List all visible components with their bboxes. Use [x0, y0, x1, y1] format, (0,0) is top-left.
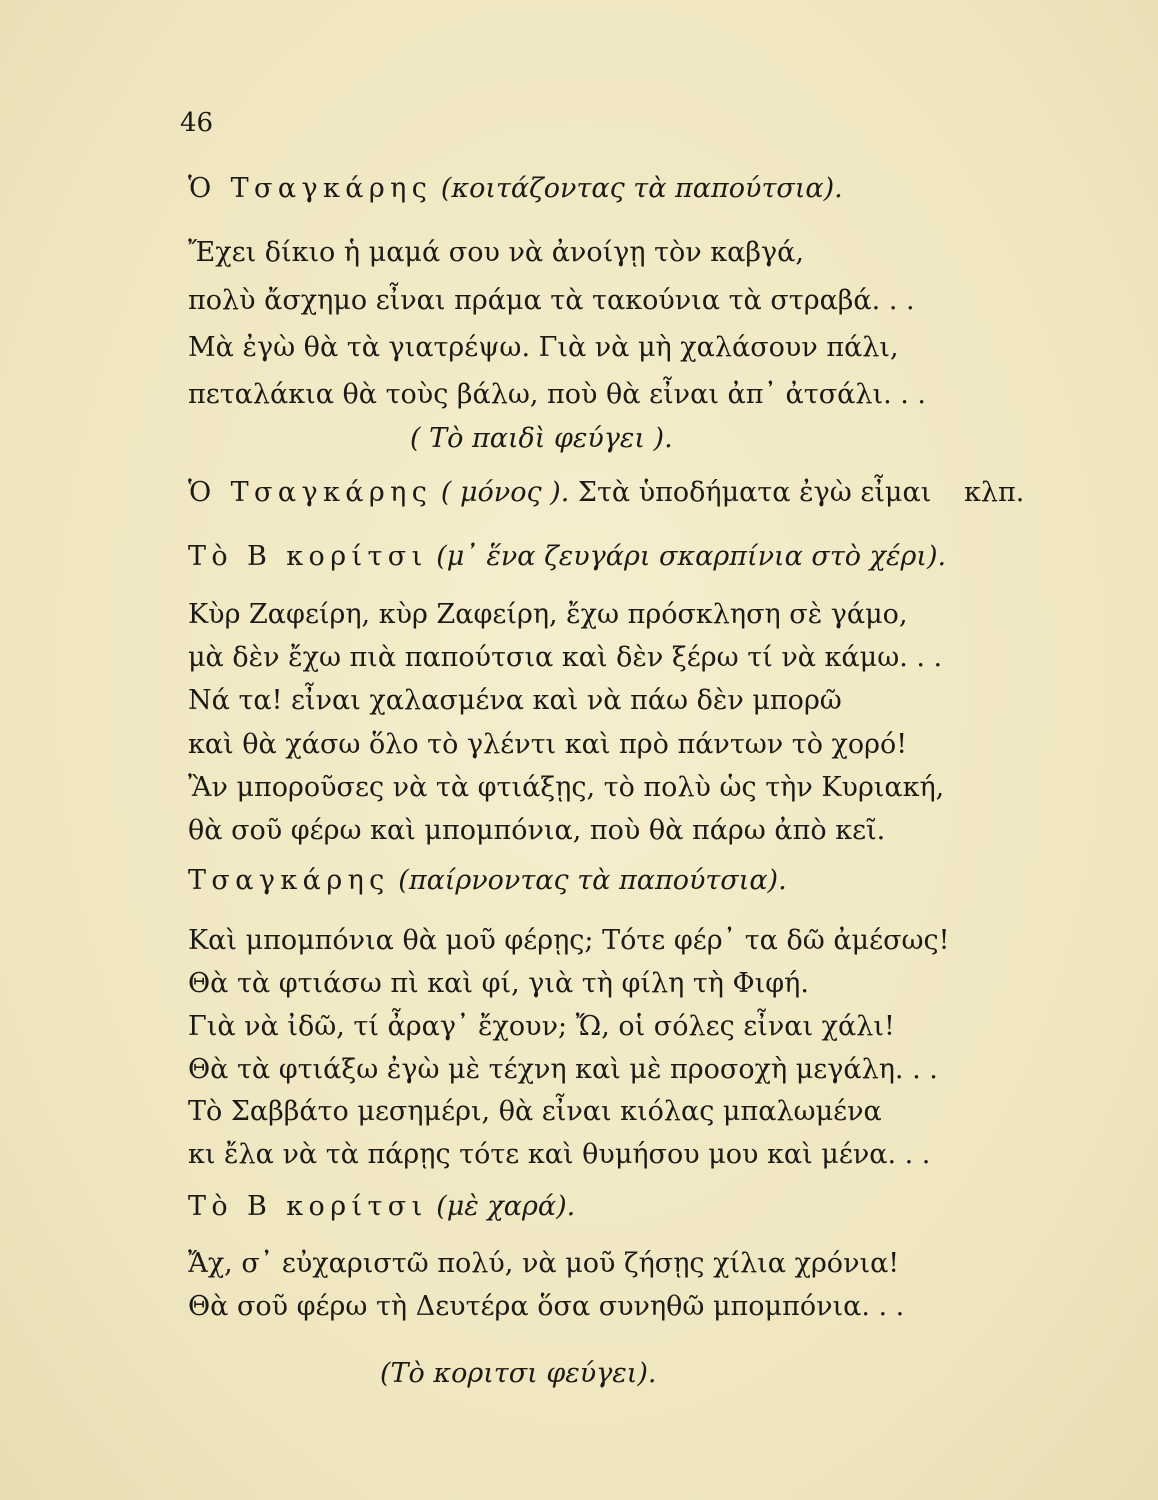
- verse-line: πεταλάκια θὰ τοὺς βάλω, ποὺ θὰ εἶναι ἀπ᾿ ἀτσάλι. . .: [188, 379, 927, 410]
- speaker-line: [188, 1190, 575, 1224]
- verse-line: Γιὰ νὰ ἰδῶ, τί ἆραγ᾿ ἔχουν; Ὤ, οἱ σόλες εἶναι χάλι!: [188, 1011, 895, 1042]
- stage-direction: (μ᾿ ἕνα ζευγάρι σκαρπίνια στὸ χέρι).: [436, 541, 947, 572]
- verse-line: Ἂν μποροῦσες νὰ τὰ φτιάξῃς, τὸ πολὺ ὡς τὴν Κυριακή,: [188, 772, 945, 803]
- speaker-name: Τσαγκάρης: [188, 865, 390, 896]
- speaker-name: Ὁ Τσαγκάρης: [188, 477, 433, 508]
- speaker-line: [188, 864, 787, 898]
- verse-line: Θὰ σοῦ φέρω τὴ Δευτέρα ὅσα συνηθῶ μπομπόνια. . .: [188, 1291, 905, 1322]
- verse-line: Θὰ τὰ φτιάξω ἐγὼ μὲ τέχνη καὶ μὲ προσοχὴ μεγάλη. . .: [188, 1054, 938, 1085]
- page-number: 46: [180, 108, 214, 138]
- speaker-name: Τὸ Β κορίτσι: [188, 1191, 428, 1222]
- verse-line: κι ἔλα νὰ τὰ πάρῃς τότε καὶ θυμήσου μου καὶ μένα. . .: [188, 1139, 931, 1170]
- verse-line: Ἄχ, σ᾿ εὐχαριστῶ πολύ, νὰ μοῦ ζήσῃς χίλια χρόνια!: [188, 1248, 900, 1279]
- verse-line: πολὺ ἄσχημο εἶναι πράμα τὰ τακούνια τὰ στραβά. . .: [188, 285, 915, 316]
- verse-line: μὰ δὲν ἔχω πιὰ παπούτσια καὶ δὲν ξέρω τί νὰ κάμω. . .: [188, 642, 943, 673]
- stage-direction: (μὲ χαρά).: [436, 1191, 576, 1222]
- speaker-line: [188, 540, 946, 574]
- etc-marker: κλπ.: [964, 477, 1025, 508]
- speaker-name: Τὸ Β κορίτσι: [188, 541, 428, 572]
- verse-line: Νά τα! εἶναι χαλασμένα καὶ νὰ πάω δὲν μπορῶ: [188, 685, 842, 716]
- verse-line: Θὰ τὰ φτιάσω πὶ καὶ φί, γιὰ τὴ φίλη τὴ Φιφή.: [188, 968, 809, 999]
- stage-direction: (παίρνοντας τὰ παπούτσια).: [398, 865, 787, 896]
- speaker-line: [188, 476, 931, 510]
- spoken-text: Στὰ ὑποδήματα ἐγὼ εἶμαι: [577, 477, 932, 508]
- verse-line: Καὶ μπομπόνια θὰ μοῦ φέρῃς; Τότε φέρ᾿ τα δῶ ἀμέσως!: [188, 925, 950, 956]
- stage-direction: (κοιτάζοντας τὰ παπούτσια).: [440, 173, 843, 204]
- speaker-name: Ὁ Τσαγκάρης: [188, 173, 433, 204]
- verse-line: καὶ θὰ χάσω ὅλο τὸ γλέντι καὶ πρὸ πάντων τὸ χορό!: [188, 729, 908, 760]
- verse-line: Ἔχει δίκιο ἡ μαμά σου νὰ ἀνοίγῃ τὸν καβγά,: [188, 237, 804, 268]
- verse-line: θὰ σοῦ φέρω καὶ μπομπόνια, ποὺ θὰ πάρω ἀπὸ κεῖ.: [188, 815, 886, 846]
- speaker-line: [188, 172, 843, 206]
- verse-line: Μὰ ἐγὼ θὰ τὰ γιατρέψω. Γιὰ νὰ μὴ χαλάσουν πάλι,: [188, 332, 899, 363]
- stage-direction: ( μόνος ).: [440, 477, 570, 508]
- verse-line: Κὺρ Ζαφείρη, κὺρ Ζαφείρη, ἔχω πρόσκληση σὲ γάμο,: [188, 599, 908, 630]
- verse-line: Τὸ Σαββάτο μεσημέρι, θὰ εἶναι κιόλας μπαλωμένα: [188, 1096, 882, 1127]
- stage-direction: ( Τὸ παιδὶ φεύγει ).: [410, 423, 673, 454]
- stage-direction: (Τὸ κοριτσι φεύγει).: [380, 1358, 657, 1389]
